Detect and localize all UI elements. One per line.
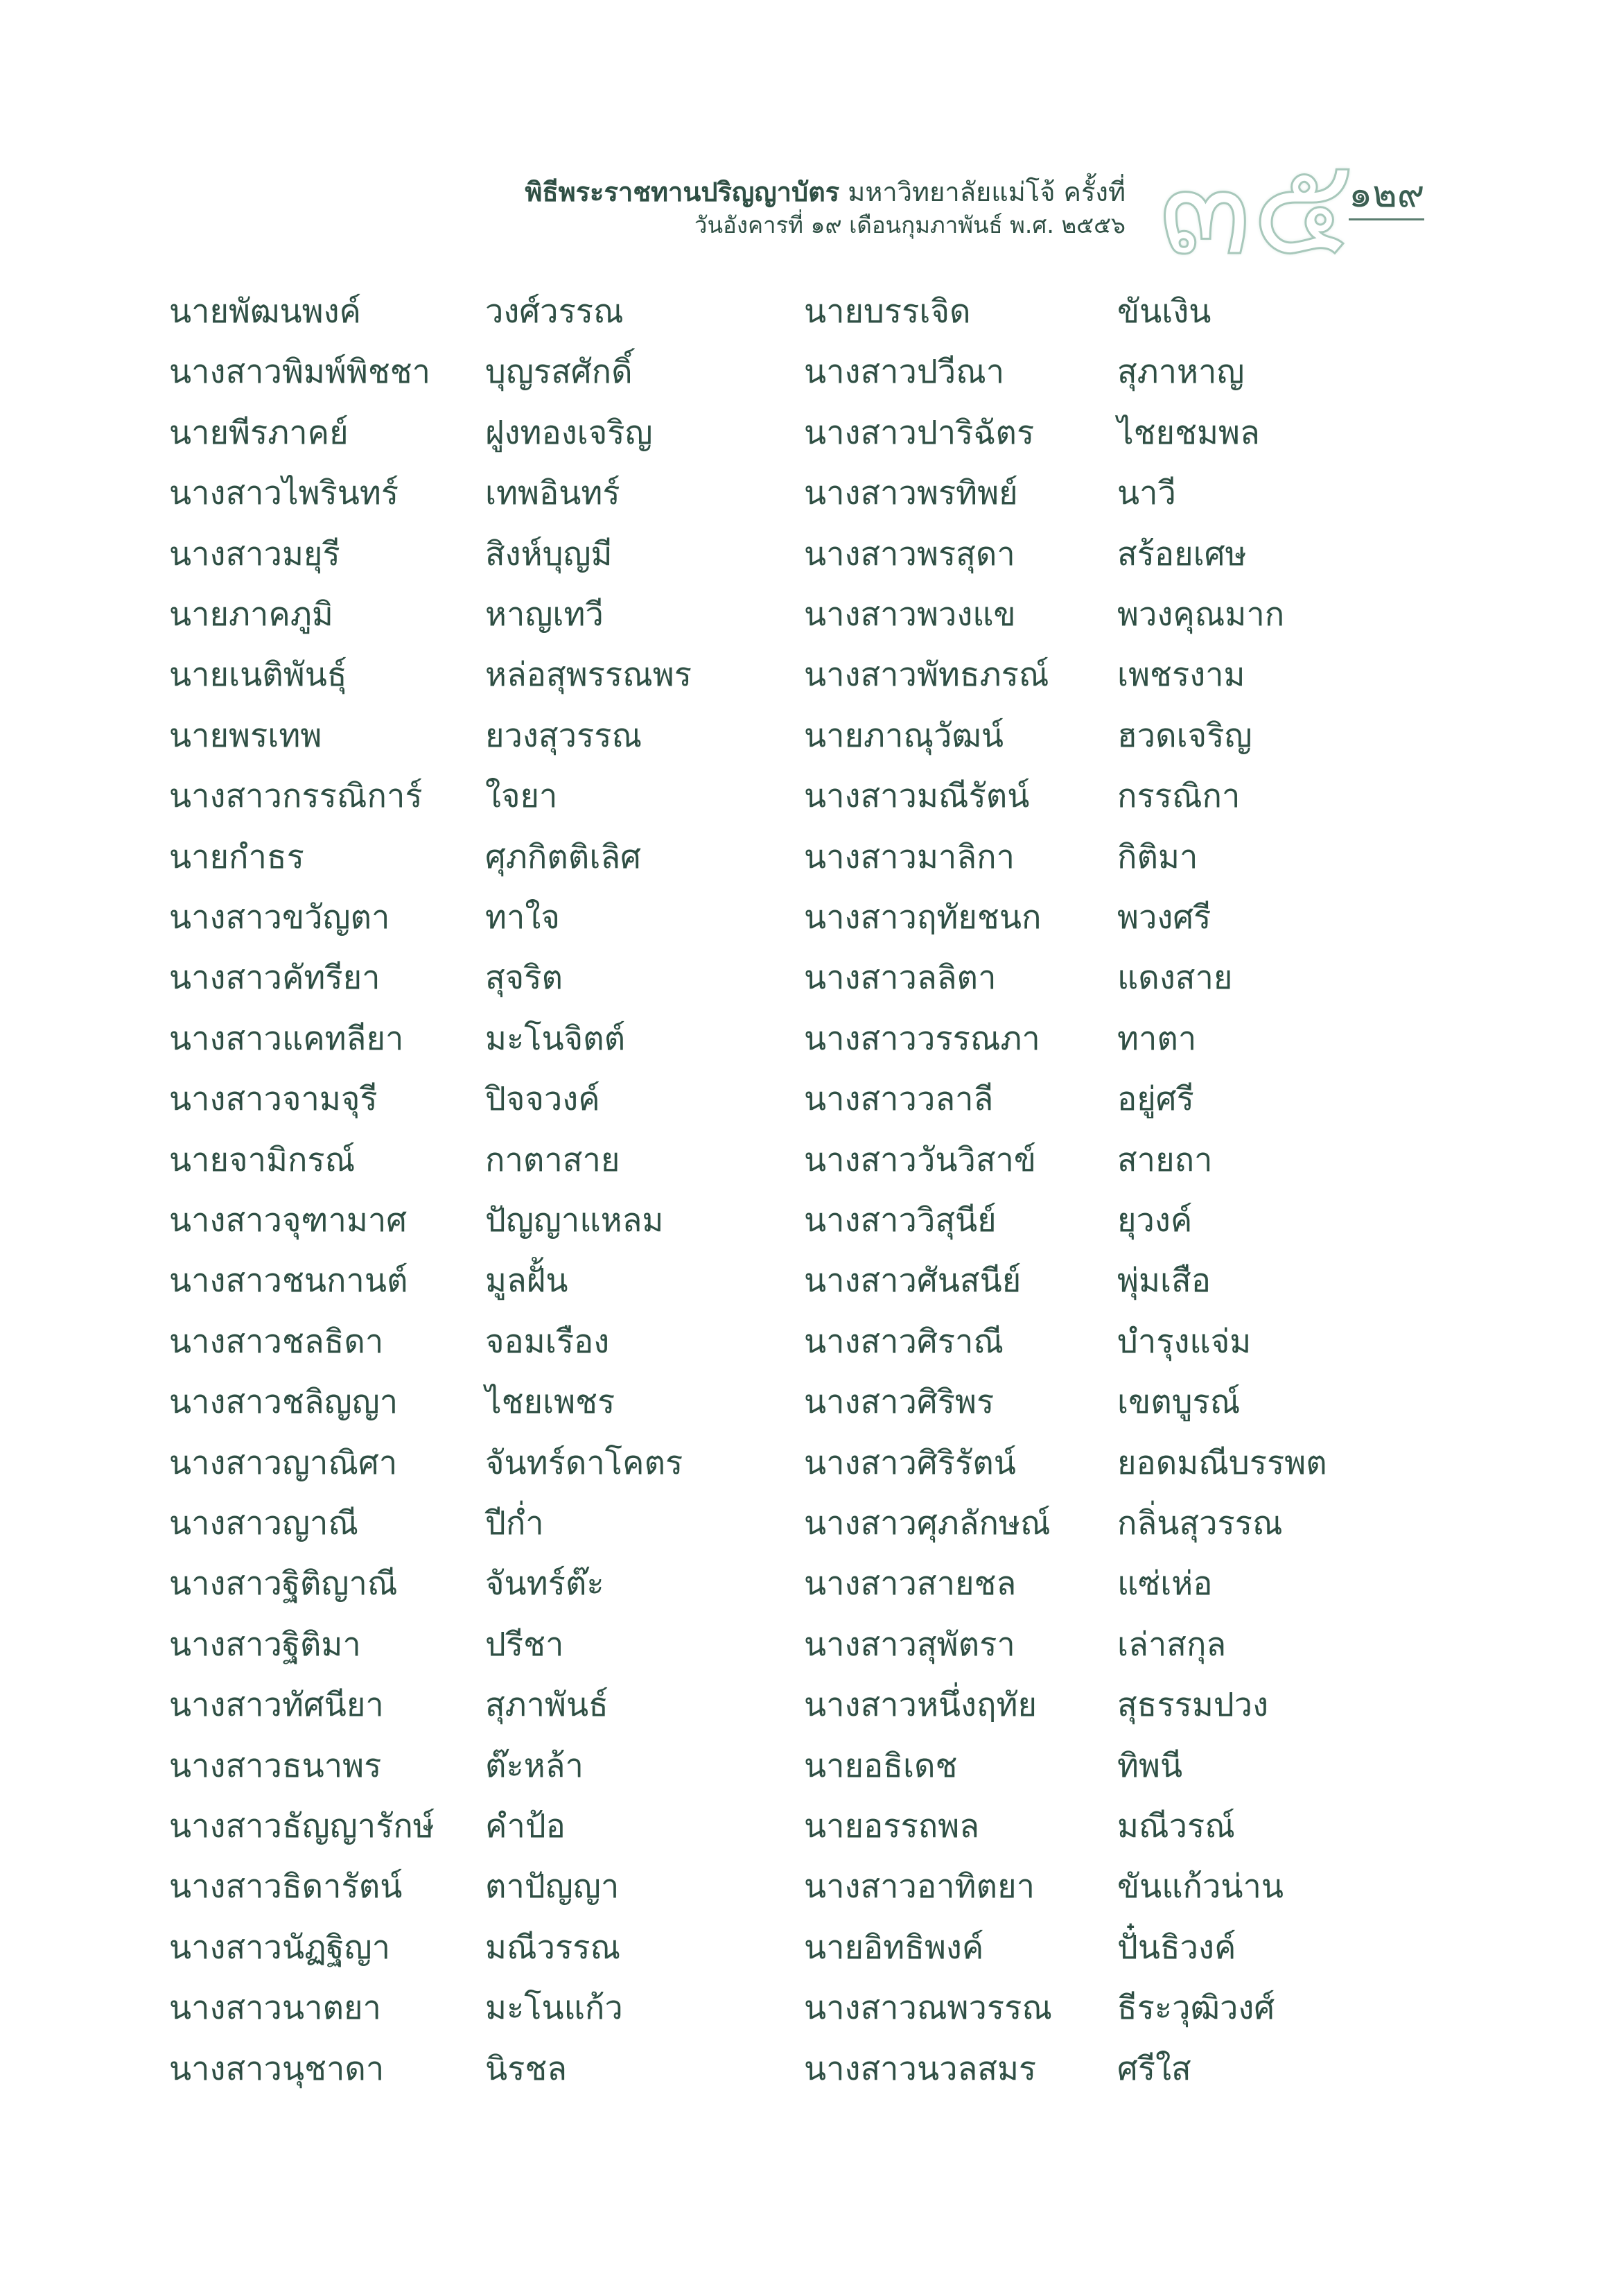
graduate-surname: ขันแก้วน่าน — [1117, 1868, 1284, 1906]
name-row — [0, 2042, 1619, 2097]
graduate-first-name: นายเนติพันธุ์ — [169, 656, 347, 695]
graduate-first-name: นางสาววรรณภา — [804, 1019, 1040, 1058]
graduate-surname: ต๊ะหล้า — [485, 1746, 584, 1785]
graduate-surname: เทพอินทร์ — [485, 474, 620, 513]
graduate-surname: พวงคุณมาก — [1117, 595, 1285, 634]
graduate-first-name: นางสาวพรสุดา — [804, 534, 1015, 573]
graduate-first-name: นางสาวสายชล — [804, 1565, 1017, 1603]
graduate-surname: ธีระวุฒิวงศ์ — [1117, 1989, 1275, 2028]
name-row — [0, 1799, 1619, 1854]
graduate-first-name: นางสาวปวีณา — [804, 353, 1005, 392]
graduate-surname: กาตาสาย — [485, 1140, 620, 1179]
graduate-first-name: นางสาวธนาพร — [169, 1746, 382, 1785]
graduate-first-name: นางสาวปาริฉัตร — [804, 413, 1035, 452]
graduate-first-name: นางสาววิสุนีย์ — [804, 1201, 997, 1240]
graduate-first-name: นางสาวฐิติมา — [169, 1625, 361, 1664]
graduate-first-name: นางสาวชลิญญา — [169, 1383, 399, 1422]
name-row — [0, 1496, 1619, 1551]
graduate-surname: จันทร์ดาโคตร — [485, 1443, 683, 1482]
name-row — [0, 708, 1619, 764]
graduate-first-name: นางสาวมณีรัตน์ — [804, 777, 1030, 816]
graduate-first-name: นางสาวธิดารัตน์ — [169, 1868, 403, 1906]
graduate-surname: สิงห์บุญมี — [485, 534, 613, 573]
graduate-first-name: นางสาวมาลิกา — [804, 837, 1015, 876]
name-row — [0, 1859, 1619, 1915]
graduate-first-name: นางสาวทัศนียา — [169, 1686, 384, 1725]
name-row — [0, 1375, 1619, 1430]
graduate-surname: มะโนแก้ว — [485, 1989, 623, 2028]
graduate-first-name: นางสาวมยุรี — [169, 534, 340, 573]
graduate-surname: มะโนจิตต์ — [485, 1019, 626, 1058]
graduate-surname: ฮวดเจริญ — [1117, 716, 1252, 755]
name-row — [0, 1617, 1619, 1673]
name-row — [0, 890, 1619, 946]
graduate-surname: ไชยเพชร — [485, 1383, 615, 1422]
graduate-surname: ทิพนี — [1117, 1746, 1183, 1785]
graduate-surname: คำป้อ — [485, 1807, 566, 1845]
graduate-first-name: นางสาวลลิตา — [804, 959, 997, 998]
graduate-first-name: นายภาณุวัฒน์ — [804, 716, 1004, 755]
graduate-first-name: นางสาวศิริพร — [804, 1383, 995, 1422]
graduate-first-name: นางสาวพัทธภรณ์ — [804, 656, 1049, 695]
graduate-surname: หล่อสุพรรณพร — [485, 656, 692, 695]
graduate-first-name: นายอิทธิพงค์ — [804, 1928, 984, 1967]
ceremony-date: วันอังคารที่ ๑๙ เดือนกุมภาพันธ์ พ.ศ. ๒๕๕๖ — [694, 211, 1126, 238]
graduate-surname: ยวงสุวรรณ — [485, 716, 642, 755]
graduate-surname: มูลฝั้น — [485, 1262, 568, 1301]
graduate-first-name: นางสาวศิราณี — [804, 1322, 1004, 1361]
graduate-surname: ขันเงิน — [1117, 293, 1211, 331]
graduate-surname: ฝูงทองเจริญ — [485, 413, 653, 452]
graduate-surname: หาญเทวี — [485, 595, 604, 634]
graduate-surname: ปั๋นธิวงค์ — [1117, 1928, 1236, 1967]
name-row — [0, 1193, 1619, 1249]
graduate-surname: ศุภกิตติเลิศ — [485, 837, 642, 876]
graduate-first-name: นางสาวนัฏฐิญา — [169, 1928, 390, 1967]
graduate-surname: ยอดมณีบรรพต — [1117, 1443, 1327, 1482]
graduate-first-name: นายจามิกรณ์ — [169, 1140, 356, 1179]
graduate-first-name: นายกำธร — [169, 837, 304, 876]
name-row — [0, 1314, 1619, 1370]
graduate-first-name: นายอธิเดช — [804, 1746, 958, 1785]
graduate-first-name: นางสาววันวิสาข์ — [804, 1140, 1037, 1179]
graduate-first-name: นางสาวอาทิตยา — [804, 1868, 1035, 1906]
name-row — [0, 466, 1619, 521]
graduate-surname: ศรีใส — [1117, 2049, 1191, 2088]
name-row — [0, 527, 1619, 582]
graduate-surname: แซ่เห่อ — [1117, 1565, 1213, 1603]
name-row — [0, 769, 1619, 824]
name-row — [0, 1133, 1619, 1188]
graduate-first-name: นางสาวไพรินทร์ — [169, 474, 399, 513]
graduate-surname: ปิจจวงค์ — [485, 1080, 600, 1119]
graduate-surname: วงศ์วรรณ — [485, 293, 624, 331]
name-row — [0, 345, 1619, 400]
graduate-first-name: นางสาวแคทลียา — [169, 1019, 404, 1058]
graduate-surname: ทาใจ — [485, 898, 560, 937]
name-row — [0, 950, 1619, 1006]
graduate-first-name: นางสาวสุพัตรา — [804, 1625, 1015, 1664]
edition-number-emblem: ๓๕ — [1159, 128, 1355, 286]
graduate-surname: สร้อยเศษ — [1117, 534, 1247, 573]
graduate-first-name: นางสาวฐิติญาณี — [169, 1565, 398, 1603]
graduate-surname: นาวี — [1117, 474, 1176, 513]
graduate-surname: พุ่มเสือ — [1117, 1262, 1211, 1301]
graduate-surname: อยู่ศรี — [1117, 1080, 1194, 1119]
graduate-first-name: นายภาคภูมิ — [169, 595, 333, 634]
graduate-surname: มณีวรณ์ — [1117, 1807, 1235, 1845]
graduate-surname: นิรชล — [485, 2049, 568, 2088]
graduate-first-name: นางสาวกรรณิการ์ — [169, 777, 423, 816]
graduate-first-name: นางสาวชนกานต์ — [169, 1262, 408, 1301]
graduate-surname: ปรีชา — [485, 1625, 564, 1664]
graduate-first-name: นางสาวชลธิดา — [169, 1322, 384, 1361]
name-row — [0, 1920, 1619, 1976]
graduate-surname: ยุวงค์ — [1117, 1201, 1193, 1240]
graduate-surname: ปัญญาแหลม — [485, 1201, 664, 1240]
name-row — [0, 1253, 1619, 1309]
graduate-first-name: นางสาวศุภลักษณ์ — [804, 1504, 1051, 1542]
graduate-surname: เล่าสกุล — [1117, 1625, 1227, 1664]
name-row — [0, 1072, 1619, 1127]
page-number: ๑๒๙ — [1349, 173, 1424, 220]
graduate-surname: สายถา — [1117, 1140, 1213, 1179]
graduate-surname: จันทร์ต๊ะ — [485, 1565, 604, 1603]
name-row — [0, 1436, 1619, 1491]
graduate-surname: กลิ่นสุวรรณ — [1117, 1504, 1283, 1542]
graduate-surname: สุภาหาญ — [1117, 353, 1245, 392]
name-row — [0, 406, 1619, 461]
graduate-first-name: นางสาวศันสนีย์ — [804, 1262, 1022, 1301]
graduate-first-name: นายพรเทพ — [169, 716, 322, 755]
name-row — [0, 1556, 1619, 1612]
graduate-first-name: นางสาวนุชาดา — [169, 2049, 385, 2088]
graduate-first-name: นางสาววลาลี — [804, 1080, 994, 1119]
name-row — [0, 1739, 1619, 1794]
graduate-surname: แดงสาย — [1117, 959, 1233, 998]
graduate-surname: บำรุงแจ่ม — [1117, 1322, 1252, 1361]
graduate-surname: สุภาพันธ์ — [485, 1686, 609, 1725]
graduate-first-name: นางสาวพรทิพย์ — [804, 474, 1018, 513]
graduate-first-name: นางสาวพวงแข — [804, 595, 1016, 634]
name-row — [0, 1981, 1619, 2036]
name-row — [0, 1011, 1619, 1067]
graduate-first-name: นางสาวหนึ่งฤทัย — [804, 1686, 1037, 1725]
graduate-surname: ไชยชมพล — [1117, 413, 1260, 452]
graduate-surname: ปีก่ำ — [485, 1504, 544, 1542]
graduate-first-name: นายพัฒนพงค์ — [169, 293, 361, 331]
graduate-first-name: นางสาวนวลสมร — [804, 2049, 1037, 2088]
graduate-first-name: นางสาวนาตยา — [169, 1989, 381, 2028]
ceremony-title: พิธีพระราชทานปริญญาบัตร — [525, 177, 840, 207]
graduate-first-name: นายอรรถพล — [804, 1807, 980, 1845]
graduate-first-name: นางสาวฤทัยชนก — [804, 898, 1042, 937]
university-name: มหาวิทยาลัยแม่โจ้ ครั้งที่ — [839, 177, 1126, 207]
graduate-surname: บุญรสศักดิ์ — [485, 353, 633, 392]
graduate-surname: มณีวรรณ — [485, 1928, 621, 1967]
graduate-first-name: นางสาวณพวรรณ — [804, 1989, 1053, 2028]
graduate-first-name: นางสาวขวัญตา — [169, 898, 390, 937]
graduate-first-name: นางสาวญาณี — [169, 1504, 358, 1542]
name-row — [0, 1678, 1619, 1733]
graduate-surname: ตาปัญญา — [485, 1868, 620, 1906]
graduate-surname: เพชรงาม — [1117, 656, 1245, 695]
graduate-surname: สุธรรมปวง — [1117, 1686, 1269, 1725]
name-row — [0, 647, 1619, 703]
graduate-surname: เขตบูรณ์ — [1117, 1383, 1241, 1422]
graduate-first-name: นายพีรภาคย์ — [169, 413, 349, 452]
graduate-first-name: นางสาวพิมพ์พิชชา — [169, 353, 431, 392]
graduate-first-name: นางสาวธัญญารักษ์ — [169, 1807, 435, 1845]
graduate-first-name: นางสาวจุฑามาศ — [169, 1201, 408, 1240]
graduate-surname: สุจริต — [485, 959, 563, 998]
graduate-first-name: นางสาวญาณิศา — [169, 1443, 398, 1482]
graduate-surname: ทาตา — [1117, 1019, 1197, 1058]
graduate-surname: ใจยา — [485, 777, 558, 816]
graduate-surname: จอมเรือง — [485, 1322, 610, 1361]
name-row — [0, 284, 1619, 340]
graduate-surname: กิติมา — [1117, 837, 1198, 876]
graduate-first-name: นางสาวคัทรียา — [169, 959, 380, 998]
graduate-first-name: นายบรรเจิด — [804, 293, 971, 331]
graduate-surname: กรรณิกา — [1117, 777, 1241, 816]
name-row — [0, 587, 1619, 643]
graduate-first-name: นางสาวศิริรัตน์ — [804, 1443, 1016, 1482]
graduate-surname: พวงศรี — [1117, 898, 1211, 937]
name-row — [0, 830, 1619, 885]
graduate-first-name: นางสาวจามจุรี — [169, 1080, 378, 1119]
